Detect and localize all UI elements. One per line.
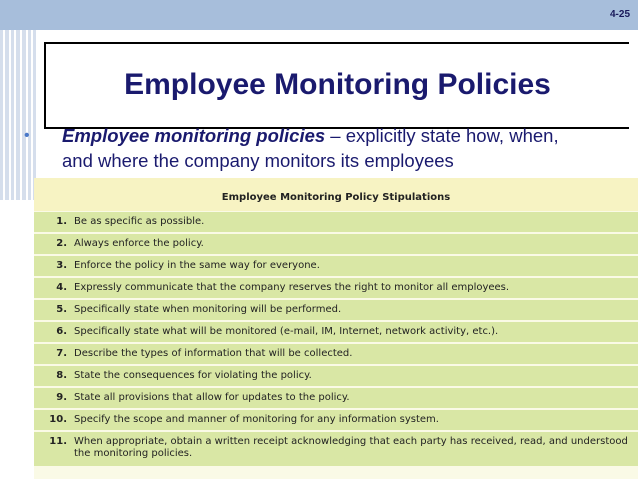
table-row: [34, 366, 638, 386]
row-number: 8.: [56, 370, 67, 381]
slide-number: 4-25: [609, 9, 630, 20]
table-row: [34, 234, 638, 254]
bullet-term: Employee monitoring policies: [62, 125, 326, 146]
table-header-label: Employee Monitoring Policy Stipulations: [221, 192, 451, 203]
row-text: Always enforce the policy.: [74, 238, 204, 249]
row-number: 4.: [56, 282, 67, 293]
row-number: 10.: [49, 414, 67, 425]
row-text: Be as specific as possible.: [74, 216, 205, 227]
row-text: When appropriate, obtain a written receipt acknowledging that each party has received, read, and understood the monitoring policies.: [74, 436, 628, 459]
decorative-stripes: [0, 30, 36, 200]
row-number: 2.: [56, 238, 67, 249]
bullet-dot-icon: •: [24, 127, 30, 144]
table-row: [34, 256, 638, 276]
row-text: Specifically state what will be monitored (e-mail, IM, Internet, network activity, etc.).: [74, 326, 499, 337]
row-text: Enforce the policy in the same way for everyone.: [74, 260, 320, 271]
table-header: [34, 178, 638, 211]
slide-header-bar: [0, 0, 638, 30]
title-box: [44, 42, 629, 129]
row-text: State all provisions that allow for updates to the policy.: [74, 392, 350, 403]
table-row: [34, 432, 638, 466]
row-number: 5.: [56, 304, 67, 315]
row-number: 6.: [56, 326, 67, 337]
slide-title: Employee Monitoring Policies: [124, 68, 551, 101]
row-number: 9.: [56, 392, 67, 403]
row-number: 3.: [56, 260, 67, 271]
row-number: 1.: [56, 216, 67, 227]
table-row: [34, 410, 638, 430]
bullet-text: [62, 123, 584, 173]
row-text: Expressly communicate that the company reserves the right to monitor all employees.: [74, 282, 510, 293]
row-text: Specifically state when monitoring will be performed.: [74, 304, 342, 315]
row-number: 7.: [56, 348, 67, 359]
table-row: [34, 278, 638, 298]
table-row: [34, 388, 638, 408]
table-row: [34, 344, 638, 364]
stipulations-table: [34, 178, 638, 479]
row-text: Describe the types of information that will be collected.: [74, 348, 353, 359]
row-text: State the consequences for violating the policy.: [74, 370, 312, 381]
row-text: Specify the scope and manner of monitoring for any information system.: [74, 414, 439, 425]
table-row: [34, 322, 638, 342]
table-row: [34, 300, 638, 320]
row-number: 11.: [49, 436, 67, 447]
bullet-definition: – explicitly state how, when, and where the company monitors its employees: [62, 125, 559, 171]
bullet-point: [24, 123, 584, 173]
table-row: [34, 212, 638, 232]
